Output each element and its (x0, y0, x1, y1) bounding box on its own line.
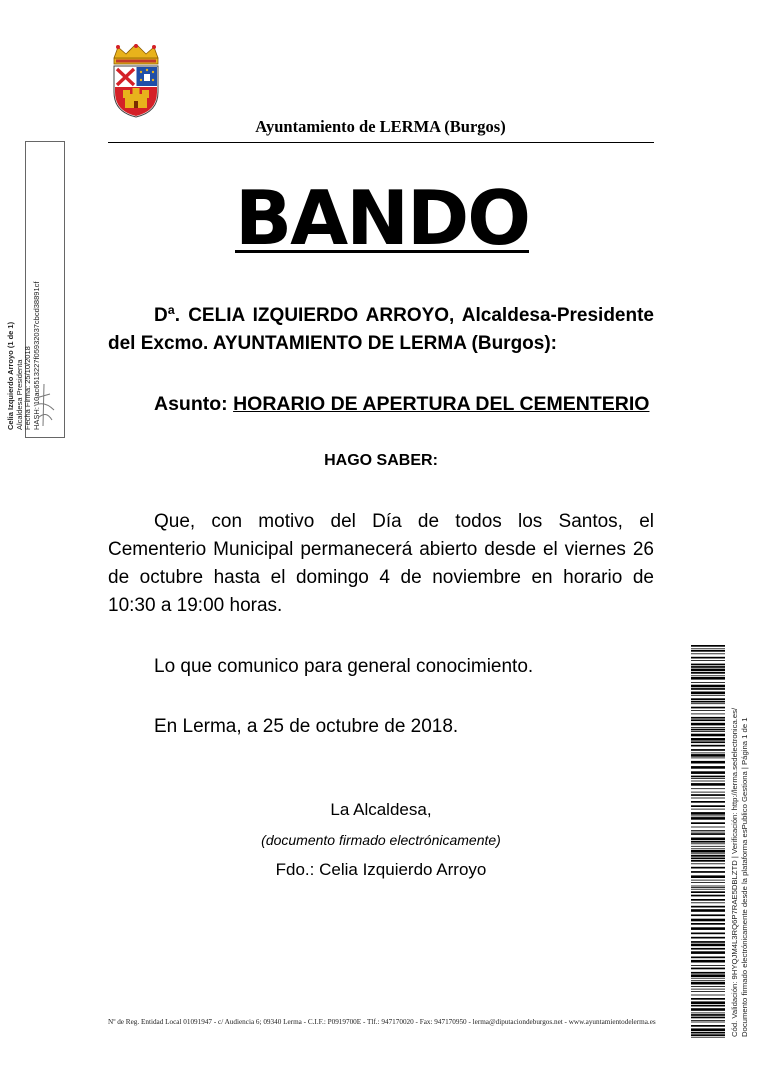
hago-saber-heading: HAGO SABER: (324, 452, 438, 469)
signature-name: Fdo.: Celia Izquierdo Arroyo (275, 860, 487, 879)
signature-title: La Alcaldesa, (330, 800, 432, 819)
header-divider (108, 142, 654, 143)
stamp-date: Fecha Firma: 25/10/2018 (23, 346, 33, 430)
footer-text: Nº de Reg. Entidad Local 01091947 - c/ Audiencia 6; 09340 Lerma - C.I.F.: P0919700E - Tlf.: 947170020 - Fax: 947170950 - lerma@diputaciondeburgos.net - www.ayuntamientodelerma.es (108, 1018, 656, 1026)
stamp-signer: Celia Izquierdo Arroyo (1 de 1) (6, 321, 15, 430)
barcode (691, 645, 725, 1040)
document-title: BANDO (235, 174, 529, 262)
handwritten-signature-icon (28, 380, 60, 430)
subject-value: HORARIO DE APERTURA DEL CEMENTERIO (233, 393, 650, 415)
body-paragraph: Que, con motivo del Día de todos los Santos, el Cementerio Municipal permanecerá abierto desde el viernes 26 de octubre hasta el domingo 4 de noviembre en horario de 10:30 a 19:00 horas. (108, 511, 654, 616)
intro-paragraph: Dª. CELIA IZQUIERDO ARROYO, Alcaldesa-Presidente del Excmo. AYUNTAMIENTO DE LERMA (Burgos): (108, 305, 654, 354)
place-date-paragraph: En Lerma, a 25 de octubre de 2018. (154, 716, 459, 737)
stamp-role: Alcaldesa Presidenta (14, 359, 24, 430)
verification-line-2: Documento firmado electrónicamente desde la plataforma esPublico Gestiona | Página 1 de 1 (740, 717, 749, 1037)
subject-label: Asunto: (154, 393, 228, 415)
verification-text (730, 667, 754, 1037)
closing-paragraph: Lo que comunico para general conocimiento. (154, 656, 534, 677)
subject-line (108, 390, 654, 418)
signature-note: (documento firmado electrónicamente) (261, 832, 501, 848)
coat-of-arms-logo (108, 44, 164, 118)
organization-header: Ayuntamiento de LERMA (Burgos) (255, 117, 506, 136)
verification-line-1: Cód. Validación: 9HYQJM4L3RQ6P7RAE5DBLZTD | Verificación: http://lerma.sedelectronica.es/ (730, 707, 739, 1037)
stamp-hash: HASH: 10ac6513227f05932037cbcd38891cf (31, 281, 41, 430)
